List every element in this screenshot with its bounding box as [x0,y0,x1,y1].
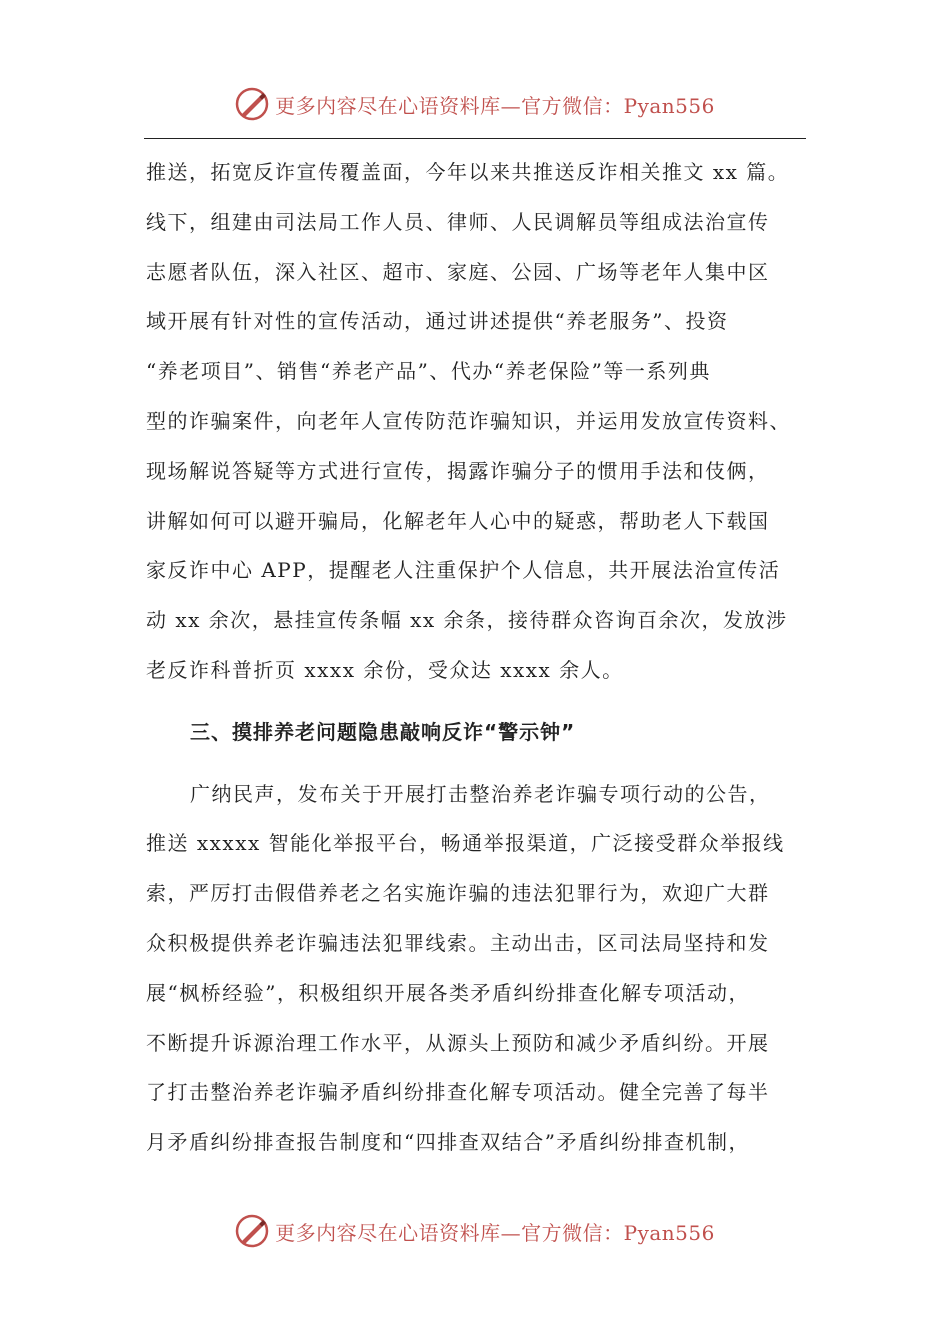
document-body [146,148,806,1168]
text-line: 老反诈科普折页 xxxx 余份，受众达 xxxx 余人。 [146,657,624,682]
text-line: 推送 xxxxx 智能化举报平台，畅通举报渠道，广泛接受群众举报线 [146,831,785,856]
section-3-heading: 三、摸排养老问题隐患敲响反诈“警示钟” [190,719,576,744]
header-rule [144,138,806,139]
text-line: 推送，拓宽反诈宣传覆盖面，今年以来共推送反诈相关推文 xx 篇。 [146,160,790,184]
text-line: 月矛盾纠纷排查报告制度和“四排查双结合”矛盾纠纷排查机制， [146,1130,750,1155]
text-line: 了打击整治养老诈骗矛盾纠纷排查化解专项活动。健全完善了每半 [146,1080,770,1105]
text-line: 索，严厉打击假借养老之名实施诈骗的违法犯罪行为，欢迎广大群 [146,881,770,906]
pen-logo-icon [235,1214,269,1248]
text-line: “养老项目”、销售“养老产品”、代办“养老保险”等一系列典 [146,359,711,384]
text-line: 广纳民声，发布关于开展打击整治养老诈骗专项行动的公告， [190,781,771,806]
pen-logo-icon [235,87,269,121]
text-line: 线下，组建由司法局工作人员、律师、人民调解员等组成法治宣传 [146,209,770,234]
text-line: 家反诈中心 APP，提醒老人注重保护个人信息，共开展法治宣传活 [146,558,781,583]
text-line: 域开展有针对性的宣传活动，通过讲述提供“养老服务”、投资 [146,309,729,334]
text-line: 讲解如何可以避开骗局，化解老年人心中的疑惑，帮助老人下载国 [146,508,770,533]
text-line: 众积极提供养老诈骗违法犯罪线索。主动出击，区司法局坚持和发 [146,930,770,955]
paragraph-1 [146,148,806,696]
text-line: 志愿者队伍，深入社区、超市、家庭、公园、广场等老年人集中区 [146,259,770,284]
footer-banner-text: 更多内容尽在心语资料库—官方微信：Pyan556 [275,1220,715,1245]
text-line: 不断提升诉源治理工作水平，从源头上预防和减少矛盾纠纷。开展 [146,1030,770,1055]
header-banner-text: 更多内容尽在心语资料库—官方微信：Pyan556 [275,93,715,118]
text-line: 动 xx 余次，悬挂宣传条幅 xx 余条，接待群众咨询百余次，发放涉 [146,608,788,633]
text-line: 现场解说答疑等方式进行宣传，揭露诈骗分子的惯用手法和伎俩， [146,458,770,483]
text-line: 型的诈骗案件，向老年人宣传防范诈骗知识，并运用发放宣传资料、 [146,408,791,433]
footer-banner [0,1211,950,1251]
header-banner [0,84,950,124]
paragraph-2 [146,770,806,1168]
text-line: 展“枫桥经验”，积极组织开展各类矛盾纠纷排查化解专项活动， [146,980,750,1005]
